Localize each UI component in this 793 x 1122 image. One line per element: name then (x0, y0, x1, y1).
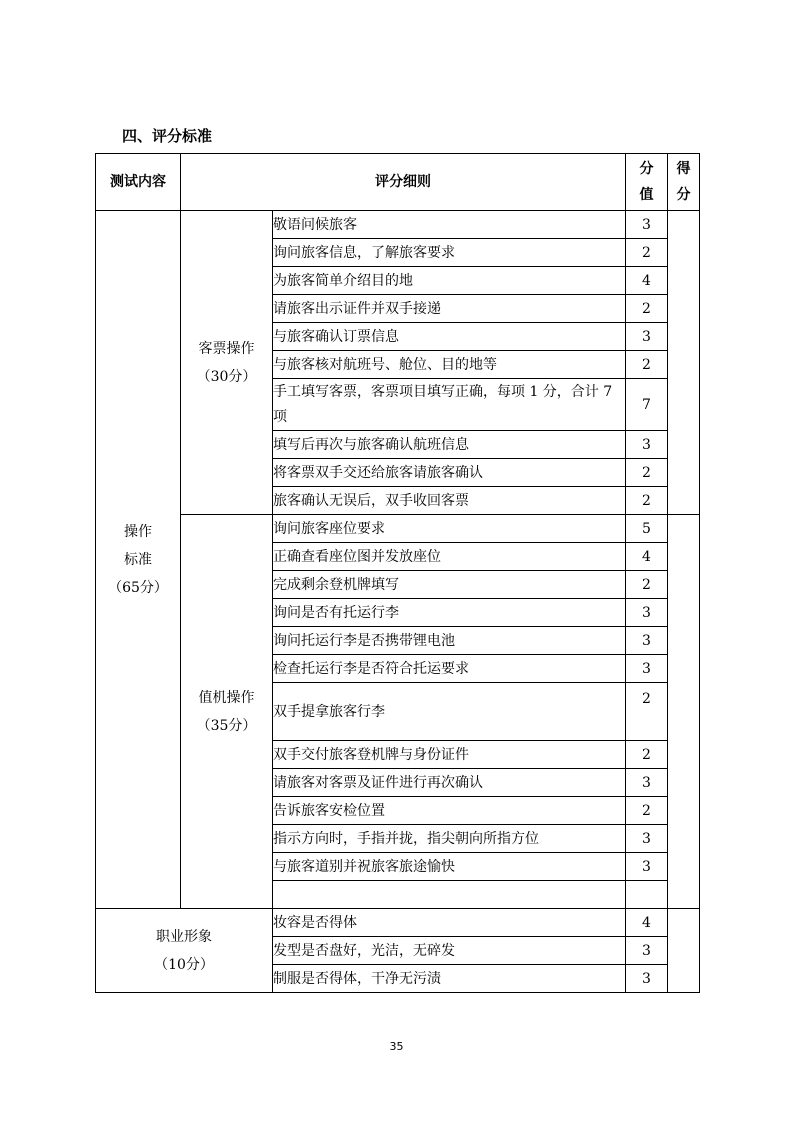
points-value: 3 (626, 825, 668, 853)
points-value: 2 (626, 459, 668, 487)
criteria-item: 为旅客简单介绍目的地 (273, 267, 626, 295)
scoring-table (95, 153, 700, 993)
criteria-item: 完成剩余登机牌填写 (273, 571, 626, 599)
checkin-operation-label: 值机操作 （35分） (181, 515, 273, 909)
score-cell (668, 909, 700, 993)
points-value: 3 (626, 655, 668, 683)
score-cell (668, 211, 700, 515)
points-value: 4 (626, 543, 668, 571)
criteria-item: 手工填写客票，客票项目填写正确，每项 1 分，合计 7 项 (273, 379, 626, 431)
points-value: 3 (626, 937, 668, 965)
criteria-item: 与旅客核对航班号、舱位、目的地等 (273, 351, 626, 379)
header-criteria: 评分细则 (181, 154, 626, 211)
criteria-item: 双手提拿旅客行李 (273, 683, 626, 741)
criteria-item: 告诉旅客安检位置 (273, 797, 626, 825)
points-value: 3 (626, 769, 668, 797)
points-value: 2 (626, 295, 668, 323)
criteria-item: 与旅客道别并祝旅客旅途愉快 (273, 853, 626, 881)
criteria-item: 与旅客确认订票信息 (273, 323, 626, 351)
table-row (96, 211, 700, 239)
criteria-item: 双手交付旅客登机牌与身份证件 (273, 741, 626, 769)
header-row (96, 154, 700, 211)
points-value: 2 (626, 683, 668, 741)
points-value: 3 (626, 599, 668, 627)
criteria-item: 发型是否盘好，光洁，无碎发 (273, 937, 626, 965)
points-value: 4 (626, 909, 668, 937)
points-value: 5 (626, 515, 668, 543)
points-value: 3 (626, 627, 668, 655)
points-value: 3 (626, 431, 668, 459)
criteria-item: 检查托运行李是否符合托运要求 (273, 655, 626, 683)
points-value: 3 (626, 965, 668, 993)
criteria-item: 询问托运行李是否携带锂电池 (273, 627, 626, 655)
operation-standard-label: 操作 标准 （65分） (96, 211, 181, 909)
points-value: 2 (626, 797, 668, 825)
table-row (96, 515, 700, 543)
table-row (96, 909, 700, 937)
criteria-item: 询问旅客信息，了解旅客要求 (273, 239, 626, 267)
score-cell (668, 515, 700, 909)
points-value (626, 881, 668, 909)
points-value: 2 (626, 351, 668, 379)
criteria-item: 填写后再次与旅客确认航班信息 (273, 431, 626, 459)
header-score: 得 分 (668, 154, 700, 211)
points-value: 7 (626, 379, 668, 431)
points-value: 2 (626, 487, 668, 515)
criteria-item: 敬语问候旅客 (273, 211, 626, 239)
criteria-item: 询问是否有托运行李 (273, 599, 626, 627)
header-test-content: 测试内容 (96, 154, 181, 211)
criteria-item: 将客票双手交还给旅客请旅客确认 (273, 459, 626, 487)
points-value: 3 (626, 323, 668, 351)
criteria-item: 制服是否得体，干净无污渍 (273, 965, 626, 993)
criteria-item: 指示方向时，手指并拢，指尖朝向所指方位 (273, 825, 626, 853)
criteria-item: 请旅客对客票及证件进行再次确认 (273, 769, 626, 797)
points-value: 2 (626, 239, 668, 267)
criteria-item: 询问旅客座位要求 (273, 515, 626, 543)
criteria-item: 妆容是否得体 (273, 909, 626, 937)
section-title: 四、评分标准 (122, 127, 213, 145)
points-value: 3 (626, 853, 668, 881)
professional-image-label: 职业形象 （10分） (96, 909, 273, 993)
page-number: 35 (389, 1040, 404, 1053)
header-points: 分 值 (626, 154, 668, 211)
points-value: 3 (626, 211, 668, 239)
points-value: 2 (626, 571, 668, 599)
criteria-item: 正确查看座位图并发放座位 (273, 543, 626, 571)
points-value: 4 (626, 267, 668, 295)
criteria-item (273, 881, 626, 909)
points-value: 2 (626, 741, 668, 769)
ticket-operation-label: 客票操作 （30分） (181, 211, 273, 515)
criteria-item: 请旅客出示证件并双手接递 (273, 295, 626, 323)
criteria-item: 旅客确认无误后，双手收回客票 (273, 487, 626, 515)
